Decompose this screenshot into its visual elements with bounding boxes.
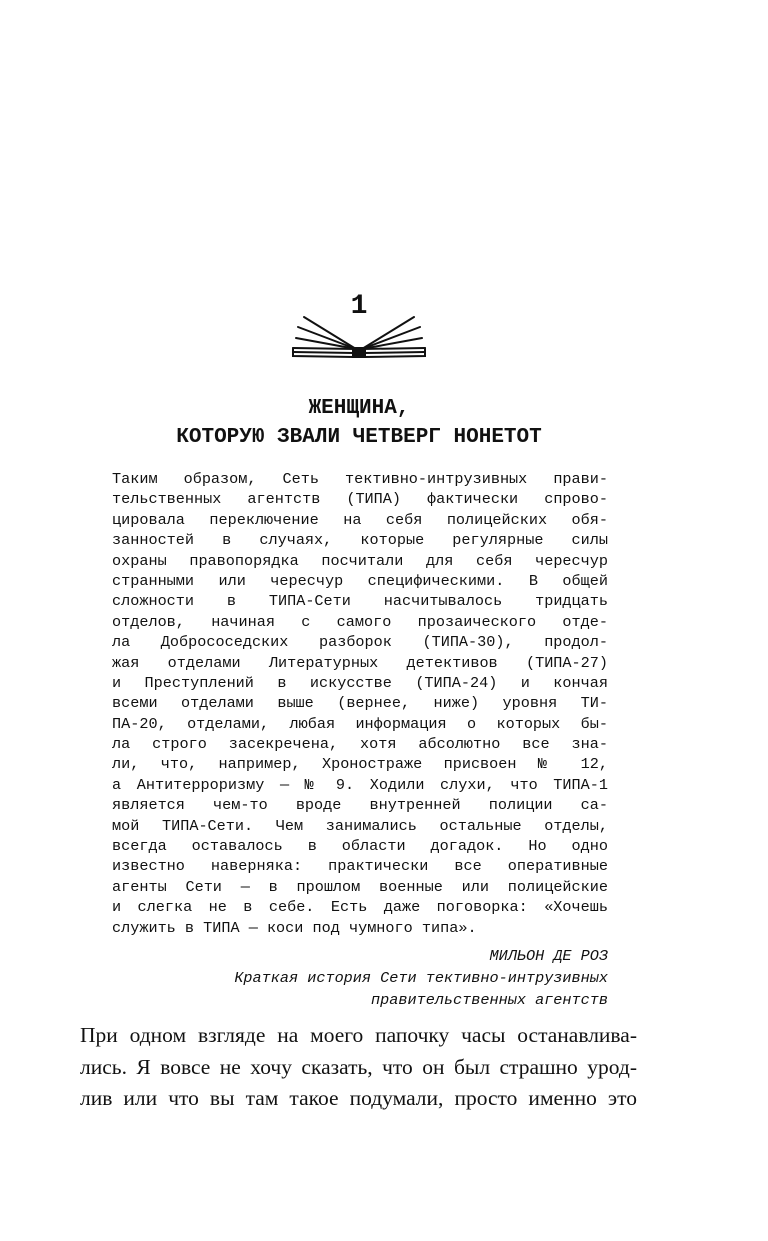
epigraph-source-line: Краткая история Сети тективно-интрузивных — [234, 969, 608, 987]
epigraph-line: и Преступлений в искусстве (ТИПА-24) и кончая — [112, 673, 608, 692]
epigraph-line: всеми отделами выше (вернее, ниже) уровня ТИ- — [112, 694, 608, 713]
body-paragraph — [80, 1020, 637, 1115]
open-book-icon — [290, 312, 428, 362]
epigraph-line: охраны правопорядка посчитали для себя чересчур — [112, 551, 608, 570]
epigraph-line: служить в ТИПА — коси под чумного типа». — [112, 918, 477, 937]
body-line: лись. Я вовсе не хочу сказать, что он был страшно урод- — [80, 1054, 637, 1079]
epigraph-line: а Антитерроризму — № 9. Ходили слухи, что ТИПА-1 — [112, 775, 608, 794]
epigraph-line: цировала переключение на себя полицейских обя- — [112, 510, 608, 529]
epigraph-line: ла Добрососедских разборок (ТИПА-30), продол- — [112, 633, 608, 652]
epigraph-source-line: правительственных агентств — [371, 991, 608, 1009]
chapter-number: 1 — [350, 291, 368, 322]
epigraph-line: известно наверняка: практически все оперативные — [112, 857, 608, 876]
epigraph-line: ла строго засекречена, хотя абсолютно все зна- — [112, 735, 608, 754]
epigraph-line: занностей в случаях, которые регулярные силы — [112, 531, 608, 550]
chapter-title-line: КОТОРУЮ ЗВАЛИ ЧЕТВЕРГ НОНЕТОТ — [176, 426, 542, 449]
epigraph-line: и слегка не в себе. Есть даже поговорка: «Хочешь — [112, 898, 608, 917]
epigraph-line: ПА-20, отделами, любая информация о которых бы- — [112, 714, 608, 733]
epigraph-text — [112, 469, 608, 938]
epigraph-line: отделов, начиная с самого прозаического отде- — [112, 612, 608, 631]
epigraph-line: всегда оставалось в области догадок. Но одно — [112, 837, 608, 856]
epigraph-line: сложности в ТИПА-Сети насчитывалось тридцать — [112, 592, 608, 611]
body-line: лив или что вы там такое подумали, просто именно это — [80, 1086, 637, 1110]
epigraph-line: тельственных агентств (ТИПА) фактически спрово- — [112, 490, 608, 509]
epigraph-line: Таким образом, Сеть тективно-интрузивных прави- — [112, 470, 608, 488]
body-line: При одном взгляде на моего папочку часы останавлива- — [80, 1023, 637, 1047]
epigraph-author: МИЛЬОН ДЕ РОЗ — [489, 947, 608, 965]
epigraph-line: мой ТИПА-Сети. Чем занимались остальные отделы, — [112, 816, 608, 835]
epigraph-line: жая отделами Литературных детективов (ТИПА-27) — [112, 653, 608, 672]
chapter-title-line: ЖЕНЩИНА, — [308, 397, 410, 420]
epigraph-line: агенты Сети — в прошлом военные или полицейские — [112, 877, 608, 896]
chapter-title — [0, 394, 718, 452]
epigraph-attribution — [234, 945, 608, 1011]
epigraph-line: является чем-то вроде внутренней полиции са- — [112, 796, 608, 815]
epigraph-line: странными или чересчур специфическими. В общей — [112, 571, 608, 590]
epigraph-line: ли, что, например, Хроностраже присвоен № 12, — [112, 755, 608, 774]
